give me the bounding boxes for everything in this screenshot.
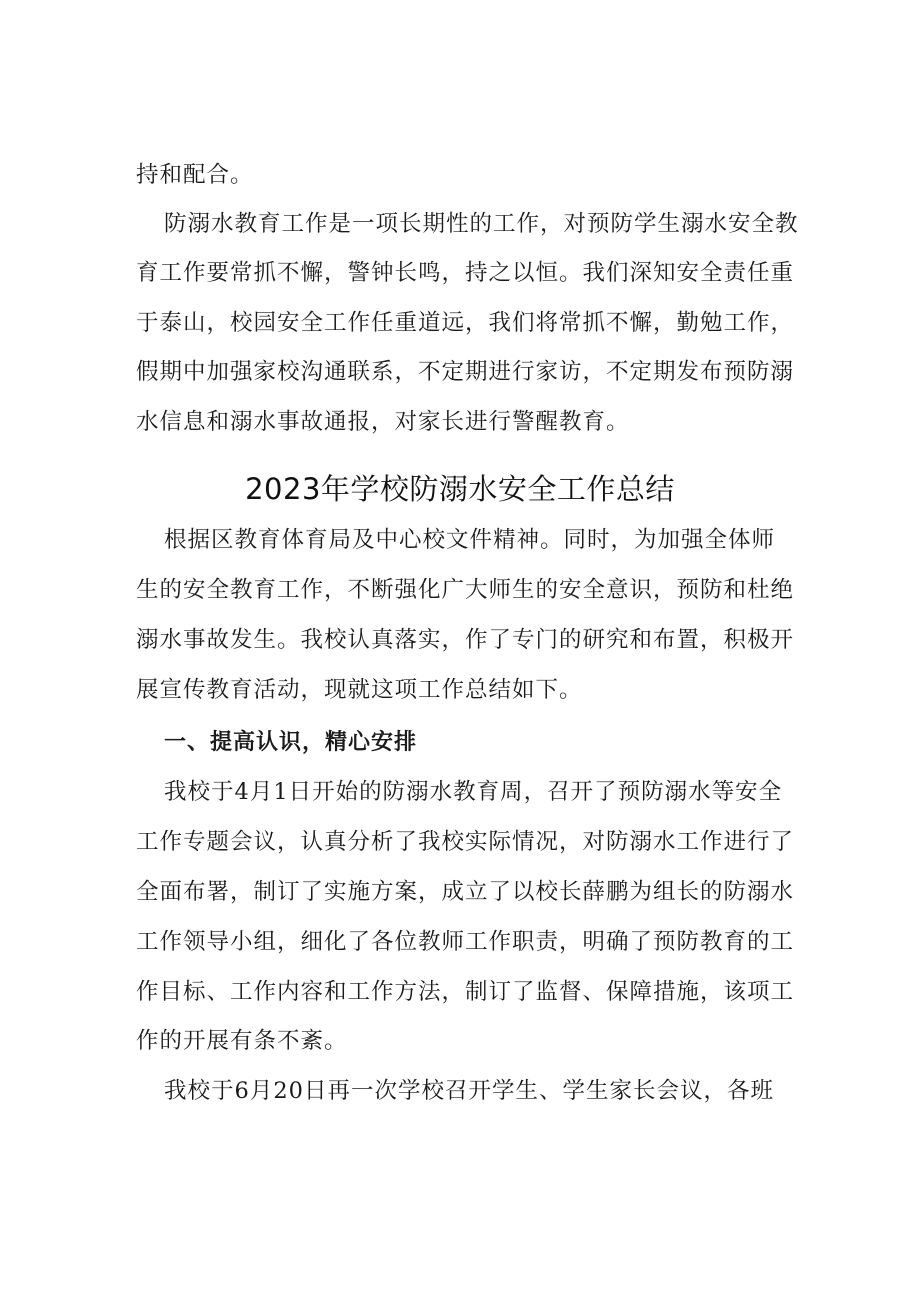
intro-line-5: 水信息和溺水事故通报，对家长进行警醒教育。 xyxy=(136,409,630,435)
intro-line-1: 防溺水教育工作是一项长期性的工作，对预防学生溺水安全教 xyxy=(164,211,799,237)
summary-line-1: 根据区教育体育局及中心校文件精神。同时，为加强全体师 xyxy=(164,527,776,553)
document-title: 2023年学校防溺水安全工作总结 xyxy=(245,472,675,506)
intro-line-2: 育工作要常抓不懈，警钟长鸣，持之以恒。我们深知安全责任重 xyxy=(136,260,795,286)
section-1-line-4: 工作领导小组，细化了各位教师工作职责，明确了预防教育的工 xyxy=(136,929,795,955)
summary-line-3: 溺水事故发生。我校认真落实，作了专门的研究和布置，积极开 xyxy=(136,627,795,653)
section-heading: 一、提高认识，精心安排 xyxy=(164,730,418,755)
section-2-line-1: 我校于6月20日再一次学校召开学生、学生家长会议，各班 xyxy=(164,1078,774,1104)
summary-line-4: 展宣传教育活动，现就这项工作总结如下。 xyxy=(136,677,583,703)
summary-line-2: 生的安全教育工作，不断强化广大师生的安全意识，预防和杜绝 xyxy=(136,577,795,603)
section-1-line-5: 作目标、工作内容和工作方法，制订了监督、保障措施，该项工 xyxy=(136,979,795,1005)
intro-line-4: 假期中加强家校沟通联系，不定期进行家访，不定期发布预防溺 xyxy=(136,359,795,385)
section-1-line-3: 全面布署，制订了实施方案，成立了以校长薛鹏为组长的防溺水 xyxy=(136,879,795,905)
section-1-line-1: 我校于4月1日开始的防溺水教育周，召开了预防溺水等安全 xyxy=(164,779,783,805)
section-1-line-6: 作的开展有条不紊。 xyxy=(136,1028,348,1054)
intro-line-3: 于泰山，校园安全工作任重道远，我们将常抓不懈，勤勉工作， xyxy=(136,310,795,336)
continuation-line-1: 持和配合。 xyxy=(136,162,254,188)
section-1-line-2: 工作专题会议，认真分析了我校实际情况，对防溺水工作进行了 xyxy=(136,829,795,855)
